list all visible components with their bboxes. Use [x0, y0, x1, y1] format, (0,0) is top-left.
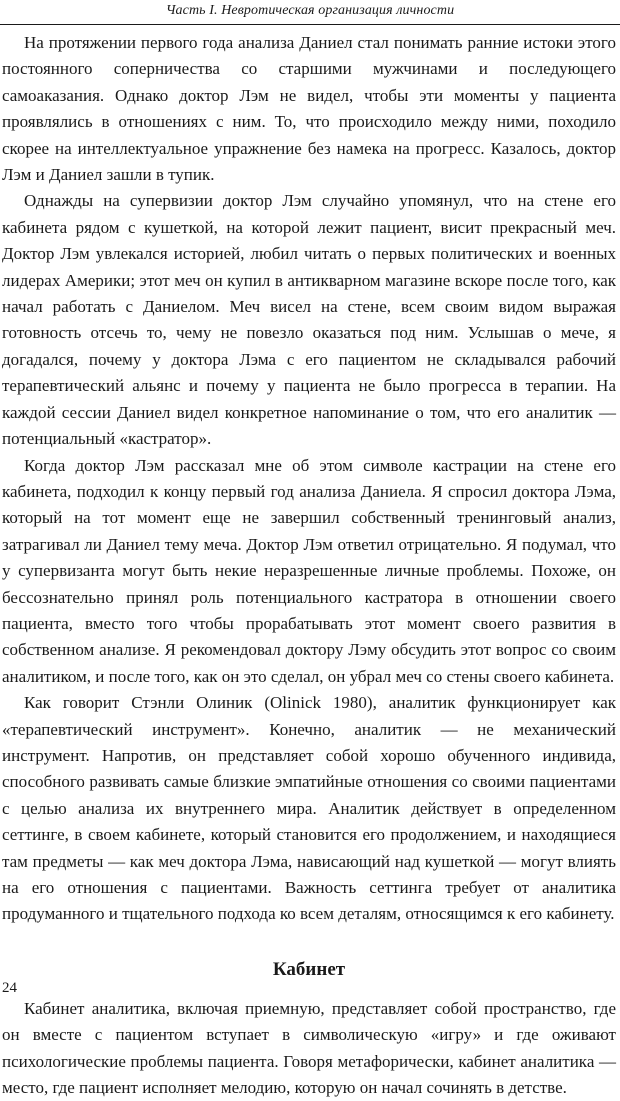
paragraph-3: Когда доктор Лэм рассказал мне об этом символе кастрации на стене его кабинета, подходил к концу первый год анализа Даниела. Я спросил доктора Лэма, который на тот момент еще не завершил собственный тренинговый анализ, затрагивал ли Даниел тему меча. Доктор Лэм ответил отрицательно. Я подумал, что у супервизанта могут быть некие неразрешенные личные проблемы. Похоже, он бессознательно принял роль потенциального кастратора в отношении своего пациента, вместо того чтобы прорабатывать этот момент своего развития в собственном анализе. Я рекомендовал доктору Лэму обсудить этот вопрос со своим аналитиком, и после того, как он это сделал, он убрал меч со стены своего кабинета. — [2, 455, 616, 686]
paragraph-2: Однажды на супервизии доктор Лэм случайно упомянул, что на стене его кабинета рядом с кушеткой, на которой лежит пациент, висит прекрасный меч. Доктор Лэм увлекался историей, любил читать о первых политических и военных лидерах Америки; этот меч он купил в антикварном магазине вскоре после того, как начал работать с Даниелом. Меч висел на стене, всем своим видом выражая готовность отсечь то, чему не повезло оказаться под ним. Услышав о мече, я догадался, почему у доктора Лэма с его пациентом не складывался рабочий терапевтический альянс и почему у пациента не было прогресса в терапии. На каждой сессии Даниел видел конкретное напоминание о том, что его аналитик — потенциальный «кастратор». — [2, 191, 616, 449]
paragraph-5: Кабинет аналитика, включая приемную, представляет собой пространство, где он вместе с пациентом вступает в символическую «игру» и где оживают психологические проблемы пациента. Говоря метафорически, кабинет аналитика — место, где пациент исполняет мелодию, которую он начал сочинять в детстве. — [2, 998, 616, 1098]
header-rule — [0, 24, 620, 25]
paragraph-1: На протяжении первого года анализа Даниел стал понимать ранние истоки этого постоянного соперничества со старшими мужчинами и последующего самоаказания. Однако доктор Лэм не видел, чтобы эти моменты у пациента проявлялись в отношениях с ним. То, что происходило между ними, походило скорее на интеллектуальное упражнение без намека на прогресс. Казалось, доктор Лэм и Даниел зашли в тупик. — [2, 33, 616, 185]
running-header: Часть I. Невротическая организация личности — [165, 3, 455, 18]
section-heading: Кабинет — [272, 958, 346, 980]
page-content — [2, 30, 616, 1101]
page-number: 24 — [2, 980, 17, 996]
paragraph-4: Как говорит Стэнли Олиник (Olinick 1980), аналитик функционирует как «терапевтический инструмент». Конечно, аналитик — не механический инструмент. Напротив, он представляет собой хорошо обученного индивида, способного развивать самые близкие эмпатийные отношения со своими пациентами с целью анализа их внутреннего мира. Аналитик действует в определенном сеттинге, в своем кабинете, который становится его продолжением, и находящиеся там предметы — как меч доктора Лэма, нависающий над кушеткой — могут влиять на его отношения с пациентами. Важность сеттинга требует от аналитика продуманного и тщательного подхода ко всем деталям, относящимся к его кабинету. — [2, 693, 616, 924]
